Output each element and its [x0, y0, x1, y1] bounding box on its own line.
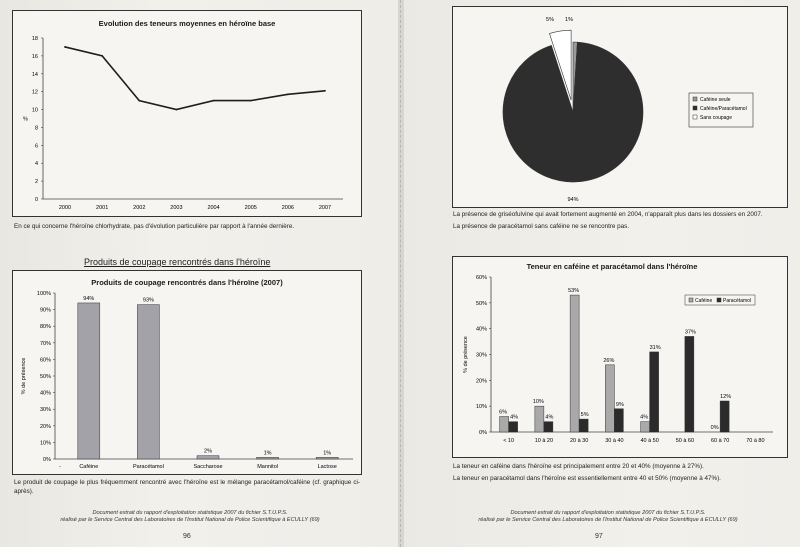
data-label: 10% — [532, 399, 544, 406]
x-tick-label: < 10 — [503, 438, 515, 444]
chart4-caption-2: La teneur en paracétamol dans l'héroïne est essentiellement entre 40 et 50% (moyenne à 47%). — [453, 475, 721, 482]
legend-label: Paracétamol — [723, 298, 752, 304]
data-label: 2% — [204, 448, 212, 455]
data-label: 4% — [640, 414, 649, 421]
data-point — [176, 109, 178, 111]
page-number: 96 — [183, 533, 191, 540]
y-axis-label: % de présence — [463, 336, 469, 373]
grouped-bar-chart — [453, 257, 787, 457]
data-label: 4% — [510, 414, 519, 421]
bar — [579, 419, 588, 432]
y-tick-label: 40% — [475, 326, 487, 333]
y-tick-label: 60% — [39, 357, 51, 364]
bar — [641, 422, 650, 432]
footer-line-1: Document extrait du rapport d'exploitation statistique 2007 du fichier S.T.U.P.S. — [510, 510, 706, 516]
data-label: 94% — [83, 295, 95, 302]
chart3-caption-1: La présence de griséofulvine qui avait fortement augmenté en 2004, n'apparaît plus dans les dossiers en 2007. — [453, 211, 763, 218]
bar — [535, 406, 544, 432]
x-tick-label: 20 à 30 — [569, 438, 589, 444]
data-label: 1% — [565, 17, 573, 23]
data-point — [64, 46, 66, 48]
data-point — [250, 100, 252, 102]
bar — [605, 365, 614, 432]
data-label: 0% — [710, 425, 719, 431]
legend-swatch — [693, 106, 697, 110]
footer-line-2: réalisé par le Service Central des Laboratoires de l'Institut National de Police Scientifique à ECULLY (69) — [60, 517, 320, 523]
x-tick-label: 2002 — [133, 205, 146, 211]
legend-swatch — [717, 298, 721, 302]
x-tick-label: 2006 — [281, 205, 294, 211]
legend-swatch — [689, 298, 693, 302]
footer-line-1: Document extrait du rapport d'exploitation statistique 2007 du fichier S.T.U.P.S. — [92, 510, 288, 516]
page-number: 97 — [595, 533, 603, 540]
pie-chart — [453, 7, 787, 207]
y-tick-label: 0% — [479, 430, 487, 436]
chart2-caption: Le produit de coupage le plus fréquemment rencontré avec l'héroïne est le mélange paracétamol/caféine (cf. graphique ci-après). — [14, 479, 360, 495]
bar — [316, 457, 338, 459]
chart-produits-coupage — [12, 270, 362, 475]
y-tick-label: 80% — [39, 324, 51, 331]
data-label: 53% — [568, 288, 580, 295]
bar — [257, 457, 279, 459]
x-tick-label: Caféine — [79, 464, 99, 470]
bar — [544, 422, 553, 432]
y-tick-label: 70% — [39, 340, 51, 347]
y-tick-label: 2 — [34, 179, 38, 186]
y-tick-label: 16 — [31, 53, 38, 60]
data-label: 6% — [499, 409, 508, 416]
data-label: 5% — [580, 412, 589, 419]
series-line — [65, 47, 325, 110]
x-tick-label: 10 à 20 — [534, 438, 554, 444]
x-tick-label: 2001 — [96, 205, 109, 211]
chart-title: Teneur en caféine et paracétamol dans l'héroïne — [526, 262, 698, 271]
data-label: 94% — [567, 197, 579, 203]
data-label: 9% — [615, 401, 624, 408]
y-tick-label: 50% — [39, 374, 51, 380]
bar — [137, 305, 159, 459]
data-point — [138, 100, 140, 102]
bar — [570, 295, 579, 432]
y-tick-label: 30% — [475, 352, 487, 359]
legend-swatch — [693, 97, 697, 101]
line-chart — [13, 11, 361, 216]
x-dash-label: - — [59, 464, 61, 470]
chart4-caption-1: La teneur en caféine dans l'héroïne est principalement entre 20 et 40% (moyenne à 27%). — [453, 463, 704, 470]
x-tick-label: Mannitol — [257, 464, 278, 470]
y-axis-label: % de présence — [21, 357, 27, 395]
x-tick-label: 60 à 70 — [710, 438, 730, 444]
data-point — [287, 93, 289, 95]
y-tick-label: 20% — [39, 423, 51, 430]
legend-label: Caféine seule — [700, 97, 731, 103]
data-label: 26% — [603, 357, 615, 364]
y-tick-label: 10% — [475, 404, 487, 411]
legend-label: Sans coupage — [700, 115, 732, 121]
bar — [650, 352, 659, 432]
chart-teneurs-heroine — [12, 10, 362, 217]
legend-swatch — [693, 115, 697, 119]
y-tick-label: 10% — [39, 440, 51, 447]
y-tick-label: 18 — [31, 36, 38, 42]
footer-note — [20, 510, 360, 524]
bar — [614, 409, 623, 432]
x-tick-label: Saccharose — [193, 464, 223, 470]
y-tick-label: 0% — [43, 457, 51, 463]
data-label: 37% — [684, 329, 696, 336]
chart3-caption-2: La présence de paracétamol sans caféine ne se rencontre pas. — [453, 223, 630, 230]
x-tick-label: 2004 — [207, 205, 220, 211]
chart-title: Produits de coupage rencontrés dans l'héroïne (2007) — [91, 278, 283, 287]
y-tick-label: 4 — [34, 161, 38, 168]
y-tick-label: 60% — [475, 275, 487, 281]
x-tick-label: 50 à 60 — [675, 438, 695, 444]
y-tick-label: 90% — [39, 307, 51, 314]
data-label: 31% — [649, 344, 661, 351]
y-tick-label: 30% — [39, 407, 51, 414]
x-tick-label: Paracétamol — [132, 464, 164, 470]
legend-label: Caféine/Paracétamol — [700, 106, 747, 112]
bar — [197, 456, 219, 459]
data-point — [213, 100, 215, 102]
x-tick-label: 2007 — [318, 205, 332, 211]
chart1-caption: En ce qui concerne l'héroïne chlorhydrate, pas d'évolution particulière par rapport à l'année dernière. — [14, 223, 295, 230]
footer-note — [438, 510, 778, 524]
x-tick-label: 30 à 40 — [605, 438, 624, 444]
data-label: 1% — [263, 450, 272, 457]
chart-teneur-cafeine-paracetamol — [452, 256, 788, 458]
chart-title: Evolution des teneurs moyennes en héroïne base — [98, 19, 276, 28]
data-label: 1% — [323, 450, 332, 457]
y-axis-label: % — [23, 116, 28, 123]
y-tick-label: 20% — [475, 378, 487, 385]
gutter-line — [400, 0, 401, 547]
data-point — [101, 55, 103, 57]
data-point — [324, 90, 326, 92]
x-tick-label: 70 à 80 — [746, 438, 765, 444]
y-tick-label: 12 — [31, 89, 38, 96]
y-tick-label: 8 — [34, 125, 38, 132]
chart-pie-coupage — [452, 6, 788, 208]
bar — [509, 422, 518, 432]
bar — [720, 401, 729, 432]
bar — [500, 417, 509, 433]
data-label: 5% — [546, 17, 554, 23]
data-label: 93% — [142, 297, 154, 304]
y-tick-label: 50% — [475, 300, 487, 307]
bar — [685, 336, 694, 432]
data-label: 4% — [545, 414, 554, 421]
section-title: Produits de coupage rencontrés dans l'héroïne — [84, 257, 271, 267]
legend-label: Caféine — [695, 298, 713, 304]
y-tick-label: 14 — [31, 71, 38, 78]
y-tick-label: 10 — [31, 107, 38, 114]
x-tick-label: 2003 — [170, 205, 183, 211]
x-tick-label: 2000 — [58, 205, 72, 211]
y-tick-label: 0 — [34, 197, 38, 203]
x-tick-label: 2005 — [244, 205, 257, 211]
footer-line-2: réalisé par le Service Central des Laboratoires de l'Institut National de Police Scientifique à ECULLY (69) — [478, 517, 738, 523]
data-label: 12% — [720, 394, 732, 400]
x-tick-label: Lactose — [317, 464, 337, 470]
bar — [78, 303, 100, 459]
y-tick-label: 100% — [36, 291, 51, 297]
bar-chart — [13, 271, 361, 474]
y-tick-label: 6 — [34, 143, 38, 150]
x-tick-label: 40 à 50 — [640, 438, 659, 444]
y-tick-label: 40% — [39, 390, 51, 397]
